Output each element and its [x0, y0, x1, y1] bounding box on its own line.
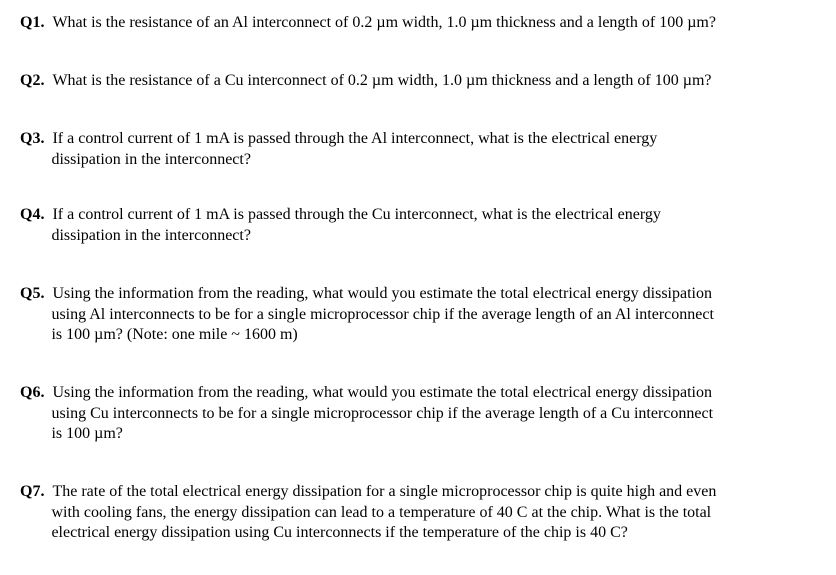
question-line: electrical energy dissipation using Cu interconnects if the temperature of the chip is 40 C?: [51, 524, 628, 541]
question-text: [44, 13, 820, 34]
question-label: Q1.: [20, 14, 45, 31]
question-line: What is the resistance of an Al interconnect of 0.2 µm width, 1.0 µm thickness and a length of 100 µm?: [52, 14, 716, 31]
question-text: [44, 482, 820, 544]
question-line: Using the information from the reading, what would you estimate the total electrical energy dissipation: [52, 285, 712, 302]
question-line: using Al interconnects to be for a single microprocessor chip if the average length of an Al interconnect: [51, 305, 714, 323]
question-text: [44, 205, 820, 246]
question-line: dissipation in the interconnect?: [51, 226, 251, 244]
question-6: [20, 383, 820, 445]
question-line: The rate of the total electrical energy dissipation for a single microprocessor chip is quite high and even: [52, 483, 717, 500]
question-5: [20, 284, 820, 346]
question-label: Q7.: [20, 483, 45, 500]
question-3: [20, 129, 820, 170]
question-line: dissipation in the interconnect?: [51, 150, 251, 168]
question-2: [20, 71, 820, 92]
question-7: [20, 482, 820, 544]
question-label: Q4.: [20, 206, 45, 223]
question-line: using Cu interconnects to be for a single microprocessor chip if the average length of a Cu interconnect: [51, 404, 714, 422]
question-text: [44, 383, 820, 445]
question-4: [20, 205, 820, 246]
question-line: If a control current of 1 mA is passed through the Cu interconnect, what is the electrical energy: [52, 206, 661, 223]
question-line: is 100 µm?: [51, 425, 123, 442]
question-text: [44, 284, 820, 346]
question-label: Q2.: [20, 72, 45, 89]
question-text: [44, 71, 820, 92]
question-text: [44, 129, 820, 170]
question-line: with cooling fans, the energy dissipation can lead to a temperature of 40 C at the chip. What is the total: [51, 503, 712, 521]
question-line: What is the resistance of a Cu interconnect of 0.2 µm width, 1.0 µm thickness and a length of 100 µm?: [52, 72, 712, 89]
question-label: Q5.: [20, 285, 45, 302]
question-line: is 100 µm? (Note: one mile ~ 1600 m): [51, 326, 298, 343]
question-line: If a control current of 1 mA is passed through the Al interconnect, what is the electrical energy: [52, 130, 658, 147]
question-label: Q3.: [20, 130, 45, 147]
question-label: Q6.: [20, 384, 45, 401]
question-line: Using the information from the reading, what would you estimate the total electrical energy dissipation: [52, 384, 712, 401]
question-1: [20, 13, 820, 34]
